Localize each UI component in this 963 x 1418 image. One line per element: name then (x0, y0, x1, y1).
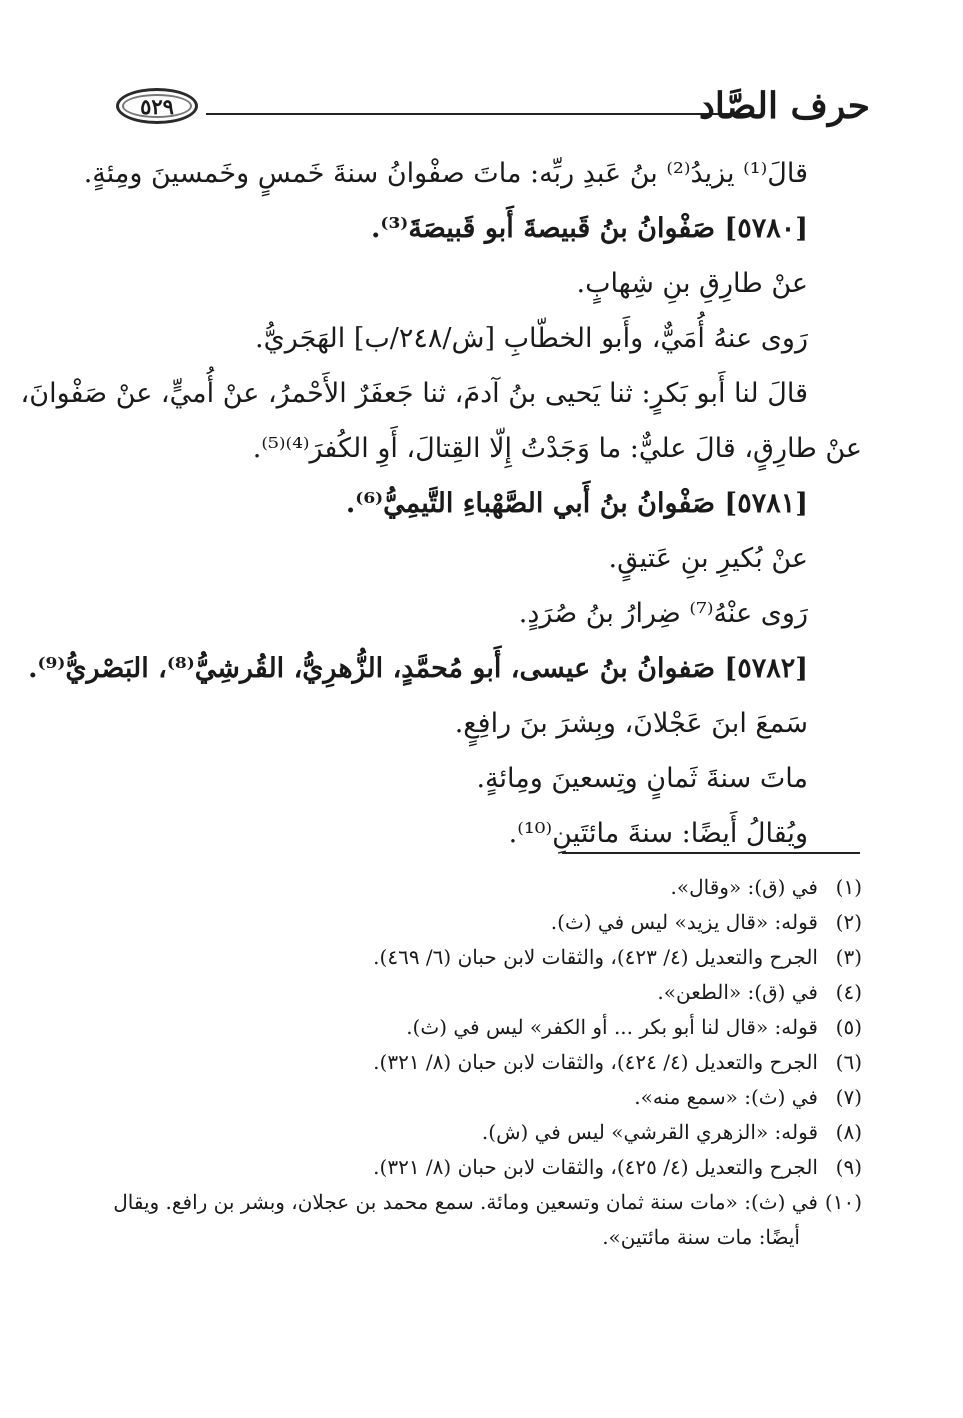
footnote-number: (٦) (835, 1050, 862, 1074)
footnote-continuation (100, 1220, 862, 1255)
footnote-text: الجرح والتعديل (٤/ ٤٢٣)، والثقات لابن حبان (٦/ ٤٦٩). (373, 945, 818, 969)
text-line: عنْ طارِقٍ، قالَ عليٌّ: ما وَجَدْتُ إِلّا القِتالَ، أَوِ الكُفرَ⁽⁴⁾⁽⁵⁾. (252, 433, 862, 464)
footnote-number: (٨) (835, 1120, 862, 1144)
footnote-text: قوله: «قال يزيد» ليس في (ث). (550, 910, 818, 934)
footnote-text: الجرح والتعديل (٤/ ٤٢٤)، والثقات لابن حبان (٨/ ٣٢١). (373, 1050, 818, 1074)
footnote-text: الجرح والتعديل (٤/ ٤٢٥)، والثقات لابن حبان (٨/ ٣٢١). (373, 1155, 818, 1179)
footnote (100, 975, 862, 1010)
footnote (100, 1150, 862, 1185)
footnote-text: في (ق): «الطعن». (657, 980, 818, 1004)
text-line: رَوى عنهُ أُمَيٌّ، وأَبو الخطّابِ [ش/٢٤٨/ب] الهَجَريُّ. (255, 323, 808, 354)
text-line: ماتَ سنةَ ثَمانٍ وتِسعينَ ومِائةٍ. (476, 763, 808, 794)
footnote (100, 1045, 862, 1080)
text-line: ويُقالُ أَيضًا: سنةَ مائتَينِ⁽¹⁰⁾. (508, 818, 808, 849)
footnotes (100, 870, 862, 1255)
text-line: رَوى عنْهُ⁽⁷⁾ ضِرارُ بنُ صُرَدٍ. (518, 598, 808, 629)
footnote-text: في (ث): «مات سنة ثمان وتسعين ومائة. سمع محمد بن عجلان، وبشر بن رافع. ويقال (113, 1190, 818, 1214)
footnote-text: أيضًا: مات سنة مائتين». (602, 1225, 800, 1249)
entry-heading-5781: [٥٧٨١] صَفْوانُ بنُ أَبي الصَّهْباءِ التَّيمِيُّ⁽⁶⁾. (345, 488, 808, 519)
footnote-number: (٥) (835, 1015, 862, 1039)
text-line: قالَ⁽¹⁾ يزيدُ⁽²⁾ بنُ عَبدِ ربِّه: ماتَ صفْوانُ سنةَ خَمسٍ وخَمسينَ ومِئةٍ. (83, 158, 808, 189)
footnote-separator (562, 852, 860, 854)
text-line: عنْ بُكيرِ بنِ عَتيقٍ. (608, 543, 808, 574)
footnote-number: (١) (835, 875, 862, 899)
footnote-number: (٢) (835, 910, 862, 934)
text-line: عنْ طارِقِ بنِ شِهابٍ. (576, 268, 808, 299)
footnote-text: في (ق): «وقال». (670, 875, 818, 899)
footnote-number: (٣) (835, 945, 862, 969)
footnote (100, 1115, 862, 1150)
footnote-number: (١٠) (824, 1190, 862, 1214)
text-line: قالَ لنا أَبو بَكرٍ: ثنا يَحيى بنُ آدمَ، ثنا جَعفَرٌ الأَحْمرُ، عنْ أُميٍّ، عنْ صَفْوانَ، (20, 378, 808, 409)
footnote-text: قوله: «قال لنا أبو بكر ... أو الكفر» ليس في (ث). (406, 1015, 818, 1039)
footnote (100, 905, 862, 940)
footnote-text: قوله: «الزهري القرشي» ليس في (ش). (481, 1120, 818, 1144)
text-line: سَمعَ ابنَ عَجْلانَ، وبِشرَ بنَ رافِعٍ. (454, 708, 808, 739)
header-rule (206, 113, 750, 115)
footnote (100, 1010, 862, 1045)
footnote (100, 1185, 862, 1220)
entry-heading-5780: [٥٧٨٠] صَفْوانُ بنُ قَبيصةَ أَبو قَبيصَةَ⁽³⁾. (371, 213, 808, 244)
footnote-number: (٩) (835, 1155, 862, 1179)
entry-heading-5782: [٥٧٨٢] صَفوانُ بنُ عيسى، أَبو مُحمَّدٍ، الزُّهرِيُّ، القُرشِيُّ⁽⁸⁾، البَصْريُّ⁽⁹⁾. (28, 653, 808, 684)
page-number-badge: ٥٢٩ (116, 88, 198, 124)
chapter-title: حرف الصَّاد (698, 85, 870, 127)
footnote-text: في (ث): «سمع منه». (634, 1085, 818, 1109)
page-header (110, 78, 870, 134)
main-text (20, 146, 862, 861)
footnote-number: (٤) (835, 980, 862, 1004)
footnote (100, 870, 862, 905)
footnote (100, 940, 862, 975)
footnote-number: (٧) (835, 1085, 862, 1109)
footnote (100, 1080, 862, 1115)
